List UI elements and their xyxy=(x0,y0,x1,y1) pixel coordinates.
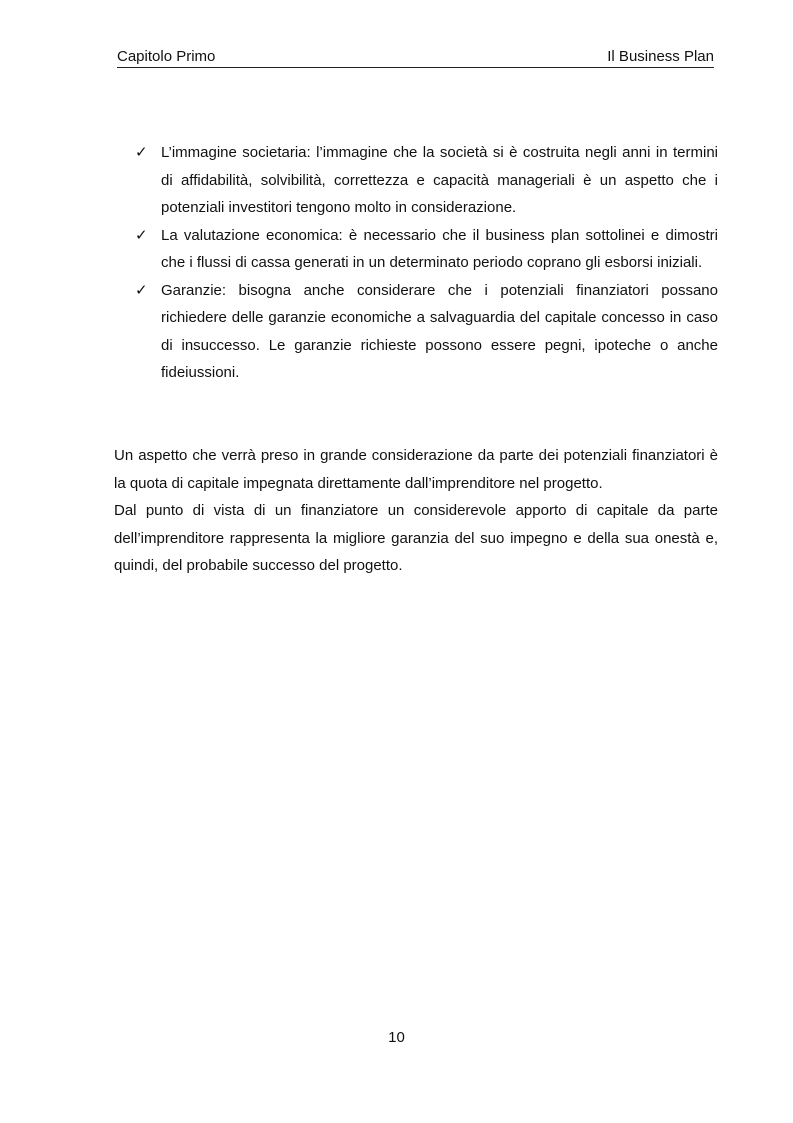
header-section-title: Il Business Plan xyxy=(607,48,714,65)
check-icon: ✓ xyxy=(135,281,148,299)
checklist-item-text: La valutazione economica: è necessario che il business plan sottolinei e dimostri che i flussi di cassa generati in un determinato periodo coprano gli esborsi iniziali. xyxy=(161,226,718,271)
checklist-item xyxy=(135,277,718,387)
paragraph: Dal punto di vista di un finanziatore un considerevole apporto di capitale da parte dell’imprenditore rappresenta la migliore garanzia del suo impegno e della sua onestà e, quindi, del probabile successo del progetto. xyxy=(114,502,718,574)
checklist-item-text: L’immagine societaria: l’immagine che la società si è costruita negli anni in termini di affidabilità, solvibilità, correttezza e capacità manageriali è un aspetto che i potenziali investitori tengono molto in considerazione. xyxy=(161,144,718,216)
running-header xyxy=(117,46,714,68)
checklist-item xyxy=(135,222,718,277)
page-number: 10 xyxy=(388,1029,405,1046)
check-icon: ✓ xyxy=(135,226,148,244)
checklist-item-text: Garanzie: bisogna anche considerare che i potenziali finanziatori possano richiedere delle garanzie economiche a salvaguardia del capitale concesso in caso di insuccesso. Le garanzie richieste possono essere pegni, ipoteche o anche fideiussioni. xyxy=(161,281,718,381)
check-icon: ✓ xyxy=(135,144,148,161)
body-text xyxy=(114,442,718,580)
paragraph: Un aspetto che verrà preso in grande considerazione da parte dei potenziali finanziatori è la quota di capitale impegnata direttamente dall’imprenditore nel progetto. xyxy=(114,447,718,492)
checklist-item xyxy=(135,139,718,222)
header-chapter-title: Capitolo Primo xyxy=(117,48,216,65)
checklist xyxy=(135,139,718,387)
